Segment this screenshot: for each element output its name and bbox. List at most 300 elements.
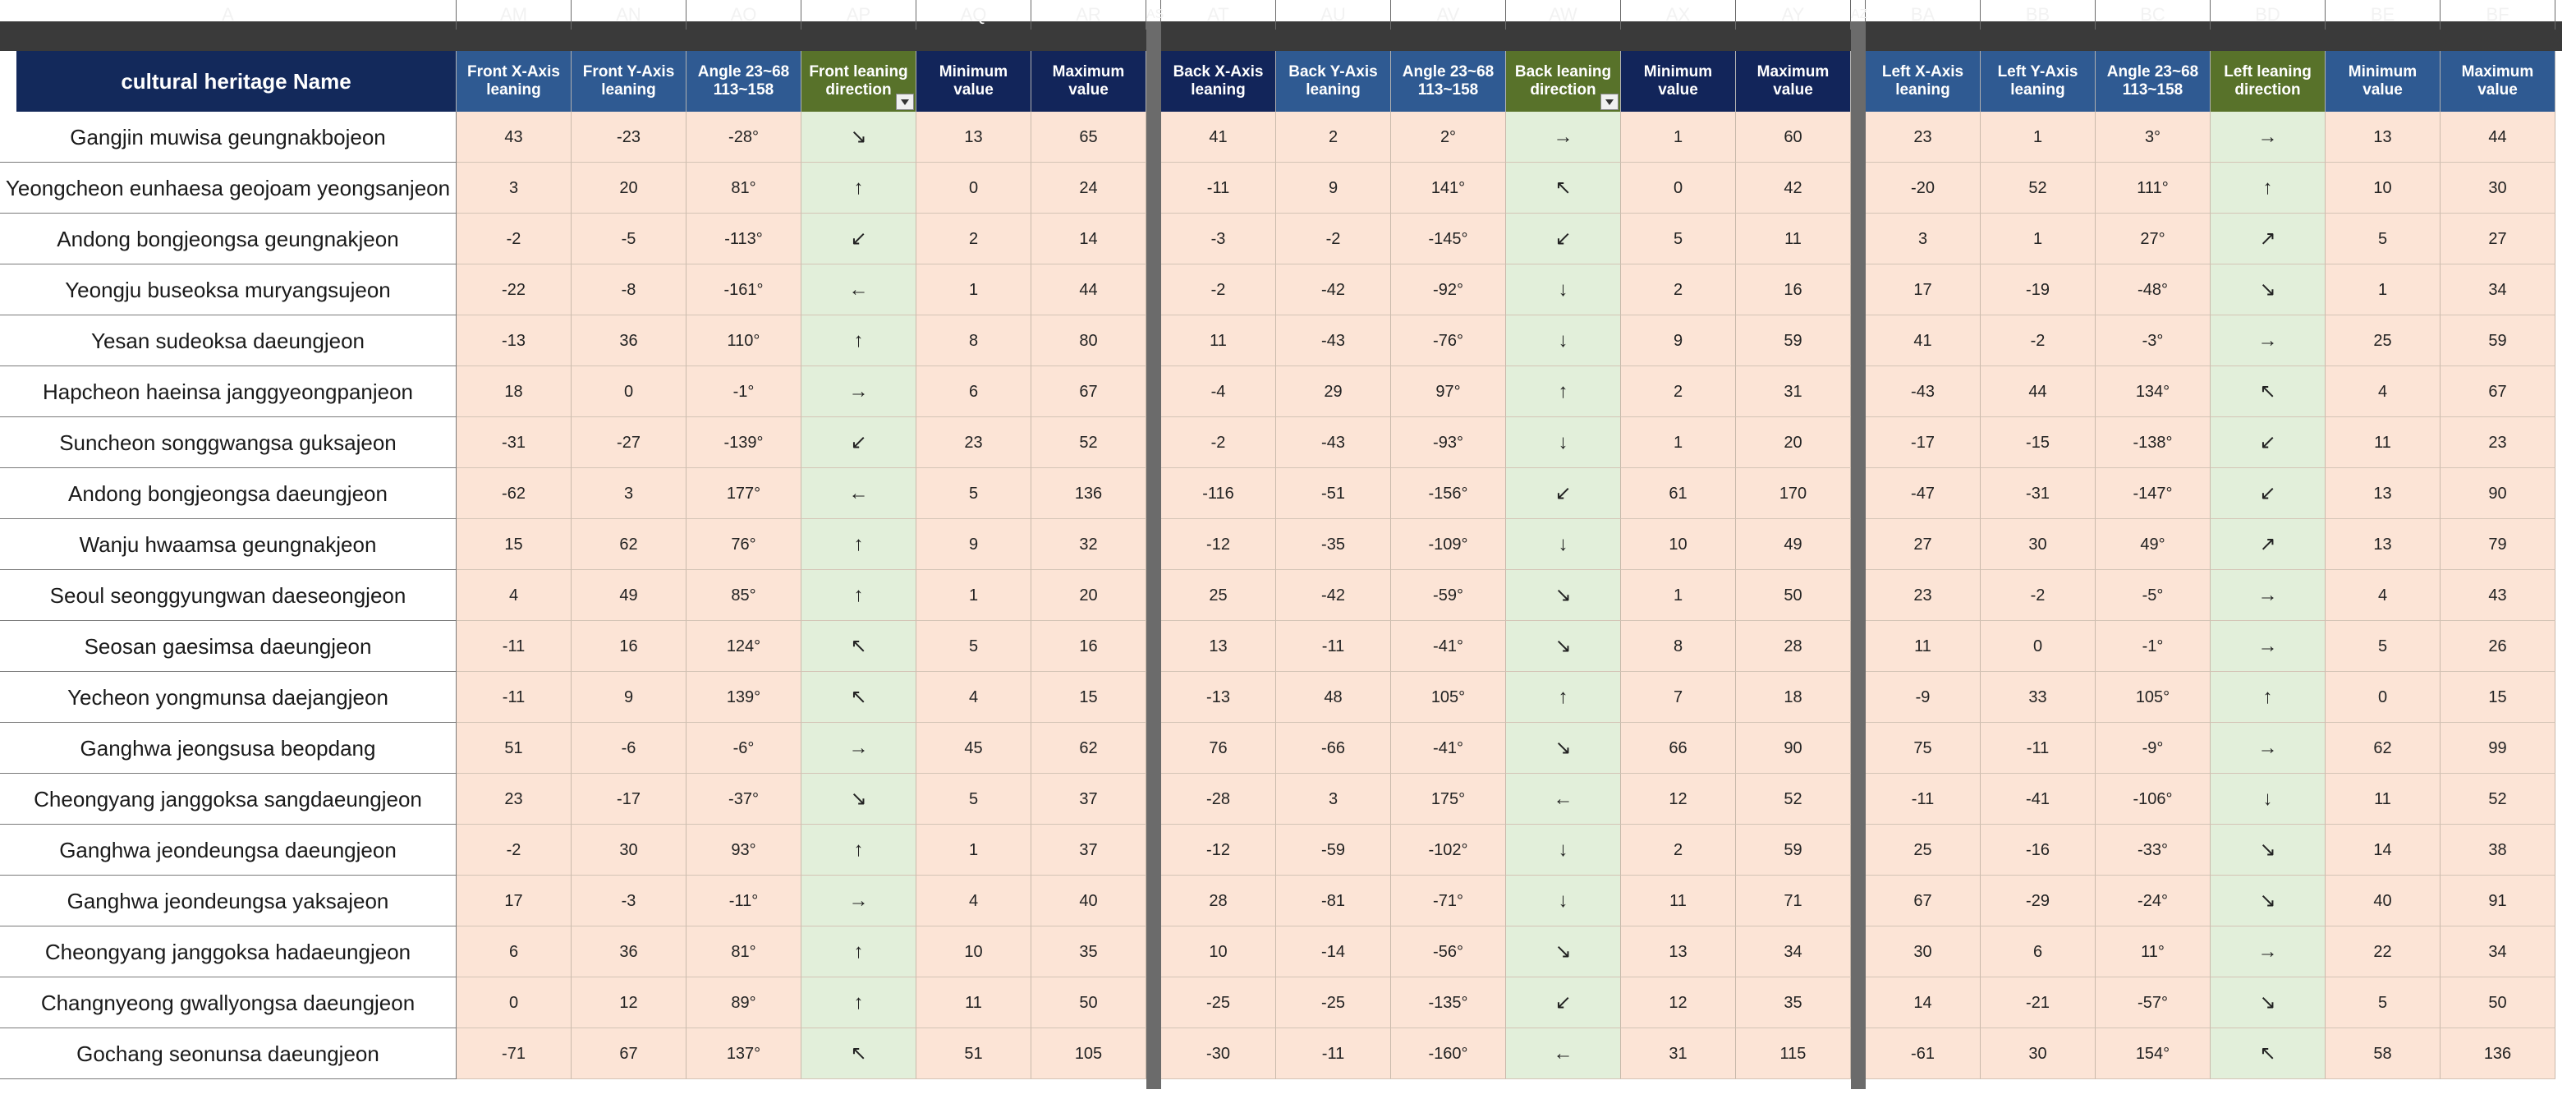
direction-arrow-cell[interactable]: ↑: [801, 977, 916, 1028]
value-cell[interactable]: -42: [1276, 264, 1391, 315]
value-cell[interactable]: -56°: [1391, 926, 1506, 977]
value-cell[interactable]: 31: [1621, 1028, 1736, 1079]
direction-arrow-cell[interactable]: ↖: [2211, 366, 2326, 417]
column-letter[interactable]: BA: [1866, 0, 1981, 30]
value-cell[interactable]: -57°: [2096, 977, 2211, 1028]
value-cell[interactable]: -116: [1161, 468, 1276, 519]
value-cell[interactable]: 48: [1276, 672, 1391, 723]
value-cell[interactable]: -51: [1276, 468, 1391, 519]
value-cell[interactable]: 35: [1736, 977, 1851, 1028]
value-cell[interactable]: 37: [1031, 774, 1146, 825]
direction-arrow-cell[interactable]: →: [2211, 570, 2326, 621]
value-cell[interactable]: 4: [457, 570, 572, 621]
column-letter[interactable]: AP: [801, 0, 916, 30]
value-cell[interactable]: 66: [1621, 723, 1736, 774]
value-cell[interactable]: -145°: [1391, 214, 1506, 264]
value-cell[interactable]: 139°: [686, 672, 801, 723]
value-cell[interactable]: -160°: [1391, 1028, 1506, 1079]
header-cell-back[interactable]: Back Y-Axis leaning: [1276, 51, 1391, 112]
value-cell[interactable]: 9: [1276, 163, 1391, 214]
value-cell[interactable]: 44: [2441, 112, 2555, 163]
direction-arrow-cell[interactable]: ←: [801, 468, 916, 519]
row-name-cell[interactable]: Cheongyang janggoksa sangdaeungjeon: [0, 774, 457, 825]
row-name-cell[interactable]: Seosan gaesimsa daeungjeon: [0, 621, 457, 672]
value-cell[interactable]: -11: [1276, 1028, 1391, 1079]
value-cell[interactable]: -5°: [2096, 570, 2211, 621]
direction-arrow-cell[interactable]: ↘: [801, 112, 916, 163]
value-cell[interactable]: 10: [916, 926, 1031, 977]
value-cell[interactable]: 6: [1981, 926, 2096, 977]
value-cell[interactable]: 44: [1031, 264, 1146, 315]
value-cell[interactable]: 8: [916, 315, 1031, 366]
value-cell[interactable]: -13: [457, 315, 572, 366]
value-cell[interactable]: 35: [1031, 926, 1146, 977]
value-cell[interactable]: 136: [2441, 1028, 2555, 1079]
value-cell[interactable]: -6: [572, 723, 686, 774]
header-cell-left[interactable]: Left X-Axis leaning: [1866, 51, 1981, 112]
column-letter[interactable]: AW: [1506, 0, 1621, 30]
column-letter[interactable]: AX: [1621, 0, 1736, 30]
direction-arrow-cell[interactable]: ←: [1506, 1028, 1621, 1079]
column-letter[interactable]: AT: [1161, 0, 1276, 30]
value-cell[interactable]: 40: [1031, 876, 1146, 926]
value-cell[interactable]: -25: [1161, 977, 1276, 1028]
value-cell[interactable]: -15: [1981, 417, 2096, 468]
direction-arrow-cell[interactable]: ↙: [1506, 214, 1621, 264]
row-name-cell[interactable]: Ganghwa jeondeungsa yaksajeon: [0, 876, 457, 926]
value-cell[interactable]: -25: [1276, 977, 1391, 1028]
value-cell[interactable]: 13: [2326, 112, 2441, 163]
value-cell[interactable]: 33: [1981, 672, 2096, 723]
value-cell[interactable]: -11: [1981, 723, 2096, 774]
value-cell[interactable]: 1: [2326, 264, 2441, 315]
header-cell-front[interactable]: Front leaning direction: [801, 51, 916, 112]
value-cell[interactable]: 27: [1866, 519, 1981, 570]
direction-arrow-cell[interactable]: ↙: [2211, 468, 2326, 519]
direction-arrow-cell[interactable]: ↘: [1506, 621, 1621, 672]
value-cell[interactable]: 2: [916, 214, 1031, 264]
value-cell[interactable]: 111°: [2096, 163, 2211, 214]
direction-arrow-cell[interactable]: →: [2211, 723, 2326, 774]
value-cell[interactable]: 11: [2326, 417, 2441, 468]
value-cell[interactable]: 10: [1161, 926, 1276, 977]
value-cell[interactable]: 67: [572, 1028, 686, 1079]
value-cell[interactable]: 27°: [2096, 214, 2211, 264]
direction-arrow-cell[interactable]: ↖: [801, 621, 916, 672]
direction-arrow-cell[interactable]: ↓: [1506, 264, 1621, 315]
direction-arrow-cell[interactable]: ↖: [801, 1028, 916, 1079]
value-cell[interactable]: 50: [1736, 570, 1851, 621]
value-cell[interactable]: -71°: [1391, 876, 1506, 926]
value-cell[interactable]: -9°: [2096, 723, 2211, 774]
value-cell[interactable]: 85°: [686, 570, 801, 621]
value-cell[interactable]: 23: [1866, 112, 1981, 163]
value-cell[interactable]: 11°: [2096, 926, 2211, 977]
value-cell[interactable]: 14: [2326, 825, 2441, 876]
value-cell[interactable]: 5: [2326, 621, 2441, 672]
value-cell[interactable]: 17: [457, 876, 572, 926]
value-cell[interactable]: 25: [1161, 570, 1276, 621]
value-cell[interactable]: 65: [1031, 112, 1146, 163]
value-cell[interactable]: -92°: [1391, 264, 1506, 315]
value-cell[interactable]: -12: [1161, 519, 1276, 570]
value-cell[interactable]: 42: [1736, 163, 1851, 214]
value-cell[interactable]: 25: [1866, 825, 1981, 876]
value-cell[interactable]: 3: [1276, 774, 1391, 825]
value-cell[interactable]: 51: [916, 1028, 1031, 1079]
header-cell-back[interactable]: Angle 23~68 113~158: [1391, 51, 1506, 112]
column-letter[interactable]: BF: [2441, 0, 2555, 30]
value-cell[interactable]: 30: [1866, 926, 1981, 977]
value-cell[interactable]: 5: [2326, 977, 2441, 1028]
value-cell[interactable]: 28: [1736, 621, 1851, 672]
value-cell[interactable]: -29: [1981, 876, 2096, 926]
value-cell[interactable]: 1: [1621, 112, 1736, 163]
value-cell[interactable]: 105°: [2096, 672, 2211, 723]
value-cell[interactable]: -43: [1276, 417, 1391, 468]
value-cell[interactable]: 115: [1736, 1028, 1851, 1079]
value-cell[interactable]: -28°: [686, 112, 801, 163]
value-cell[interactable]: 99: [2441, 723, 2555, 774]
row-name-cell[interactable]: Suncheon songgwangsa guksajeon: [0, 417, 457, 468]
value-cell[interactable]: -43: [1866, 366, 1981, 417]
value-cell[interactable]: -37°: [686, 774, 801, 825]
value-cell[interactable]: 17: [1866, 264, 1981, 315]
column-letter[interactable]: AU: [1276, 0, 1391, 30]
value-cell[interactable]: 31: [1736, 366, 1851, 417]
header-cell-left[interactable]: Left leaning direction: [2211, 51, 2326, 112]
value-cell[interactable]: 8: [1621, 621, 1736, 672]
direction-arrow-cell[interactable]: ↘: [1506, 570, 1621, 621]
value-cell[interactable]: 44: [1981, 366, 2096, 417]
value-cell[interactable]: 4: [916, 672, 1031, 723]
value-cell[interactable]: 90: [2441, 468, 2555, 519]
direction-arrow-cell[interactable]: ↙: [1506, 977, 1621, 1028]
value-cell[interactable]: 12: [1621, 774, 1736, 825]
value-cell[interactable]: 141°: [1391, 163, 1506, 214]
value-cell[interactable]: 5: [916, 468, 1031, 519]
direction-arrow-cell[interactable]: ↘: [2211, 977, 2326, 1028]
value-cell[interactable]: 25: [2326, 315, 2441, 366]
value-cell[interactable]: 3: [572, 468, 686, 519]
value-cell[interactable]: 76°: [686, 519, 801, 570]
value-cell[interactable]: 23: [916, 417, 1031, 468]
value-cell[interactable]: 2: [1621, 366, 1736, 417]
value-cell[interactable]: 10: [2326, 163, 2441, 214]
value-cell[interactable]: -135°: [1391, 977, 1506, 1028]
value-cell[interactable]: -19: [1981, 264, 2096, 315]
value-cell[interactable]: -71: [457, 1028, 572, 1079]
value-cell[interactable]: -161°: [686, 264, 801, 315]
row-name-cell[interactable]: Yeongju buseoksa muryangsujeon: [0, 264, 457, 315]
value-cell[interactable]: -48°: [2096, 264, 2211, 315]
value-cell[interactable]: 20: [1736, 417, 1851, 468]
direction-arrow-cell[interactable]: ↖: [1506, 163, 1621, 214]
value-cell[interactable]: 36: [572, 315, 686, 366]
value-cell[interactable]: 45: [916, 723, 1031, 774]
value-cell[interactable]: 52: [2441, 774, 2555, 825]
value-cell[interactable]: 18: [457, 366, 572, 417]
value-cell[interactable]: 41: [1866, 315, 1981, 366]
direction-arrow-cell[interactable]: →: [801, 723, 916, 774]
filter-dropdown-icon[interactable]: [896, 94, 914, 110]
header-cell-front[interactable]: Minimum value: [916, 51, 1031, 112]
value-cell[interactable]: 4: [916, 876, 1031, 926]
column-letter[interactable]: AS: [1146, 0, 1161, 30]
value-cell[interactable]: -106°: [2096, 774, 2211, 825]
value-cell[interactable]: 20: [572, 163, 686, 214]
value-cell[interactable]: -113°: [686, 214, 801, 264]
value-cell[interactable]: 91: [2441, 876, 2555, 926]
direction-arrow-cell[interactable]: →: [2211, 621, 2326, 672]
header-cell-back[interactable]: Back X-Axis leaning: [1161, 51, 1276, 112]
value-cell[interactable]: -24°: [2096, 876, 2211, 926]
column-letter[interactable]: BB: [1981, 0, 2096, 30]
header-cell-name[interactable]: cultural heritage Name: [16, 51, 457, 112]
value-cell[interactable]: 59: [1736, 825, 1851, 876]
direction-arrow-cell[interactable]: ↖: [2211, 1028, 2326, 1079]
row-name-cell[interactable]: Seoul seonggyungwan daeseongjeon: [0, 570, 457, 621]
direction-arrow-cell[interactable]: →: [2211, 926, 2326, 977]
value-cell[interactable]: 18: [1736, 672, 1851, 723]
value-cell[interactable]: -109°: [1391, 519, 1506, 570]
value-cell[interactable]: 34: [2441, 264, 2555, 315]
direction-arrow-cell[interactable]: ↘: [2211, 264, 2326, 315]
value-cell[interactable]: 23: [2441, 417, 2555, 468]
value-cell[interactable]: 50: [2441, 977, 2555, 1028]
value-cell[interactable]: -11°: [686, 876, 801, 926]
value-cell[interactable]: 0: [916, 163, 1031, 214]
value-cell[interactable]: 75: [1866, 723, 1981, 774]
value-cell[interactable]: 0: [457, 977, 572, 1028]
value-cell[interactable]: -11: [457, 672, 572, 723]
direction-arrow-cell[interactable]: →: [801, 366, 916, 417]
value-cell[interactable]: 93°: [686, 825, 801, 876]
value-cell[interactable]: 124°: [686, 621, 801, 672]
value-cell[interactable]: -2: [457, 825, 572, 876]
value-cell[interactable]: 43: [457, 112, 572, 163]
header-cell-back[interactable]: Minimum value: [1621, 51, 1736, 112]
value-cell[interactable]: -61: [1866, 1028, 1981, 1079]
value-cell[interactable]: -30: [1161, 1028, 1276, 1079]
value-cell[interactable]: 1: [916, 570, 1031, 621]
value-cell[interactable]: 1: [1981, 112, 2096, 163]
value-cell[interactable]: 5: [2326, 214, 2441, 264]
row-name-cell[interactable]: Andong bongjeongsa geungnakjeon: [0, 214, 457, 264]
value-cell[interactable]: -27: [572, 417, 686, 468]
value-cell[interactable]: -59°: [1391, 570, 1506, 621]
value-cell[interactable]: 16: [572, 621, 686, 672]
row-name-cell[interactable]: Changnyeong gwallyongsa daeungjeon: [0, 977, 457, 1028]
value-cell[interactable]: 30: [2441, 163, 2555, 214]
direction-arrow-cell[interactable]: ↓: [2211, 774, 2326, 825]
row-name-cell[interactable]: Ganghwa jeondeungsa daeungjeon: [0, 825, 457, 876]
direction-arrow-cell[interactable]: ↑: [2211, 672, 2326, 723]
value-cell[interactable]: 170: [1736, 468, 1851, 519]
row-name-cell[interactable]: Yecheon yongmunsa daejangjeon: [0, 672, 457, 723]
value-cell[interactable]: -102°: [1391, 825, 1506, 876]
value-cell[interactable]: 38: [2441, 825, 2555, 876]
value-cell[interactable]: -2: [1276, 214, 1391, 264]
value-cell[interactable]: 40: [2326, 876, 2441, 926]
row-name-cell[interactable]: Gangjin muwisa geungnakbojeon: [0, 112, 457, 163]
value-cell[interactable]: -41°: [1391, 723, 1506, 774]
value-cell[interactable]: -66: [1276, 723, 1391, 774]
value-cell[interactable]: -2: [457, 214, 572, 264]
value-cell[interactable]: -14: [1276, 926, 1391, 977]
row-name-cell[interactable]: Gochang seonunsa daeungjeon: [0, 1028, 457, 1079]
column-letter[interactable]: BD: [2211, 0, 2326, 30]
value-cell[interactable]: -11: [1866, 774, 1981, 825]
value-cell[interactable]: 67: [1031, 366, 1146, 417]
value-cell[interactable]: 52: [1031, 417, 1146, 468]
column-letter[interactable]: AO: [686, 0, 801, 30]
value-cell[interactable]: 13: [916, 112, 1031, 163]
value-cell[interactable]: 22: [2326, 926, 2441, 977]
value-cell[interactable]: 10: [1621, 519, 1736, 570]
value-cell[interactable]: -8: [572, 264, 686, 315]
value-cell[interactable]: -93°: [1391, 417, 1506, 468]
value-cell[interactable]: 11: [1621, 876, 1736, 926]
direction-arrow-cell[interactable]: ↑: [2211, 163, 2326, 214]
header-cell-left[interactable]: Angle 23~68 113~158: [2096, 51, 2211, 112]
column-letter[interactable]: AV: [1391, 0, 1506, 30]
value-cell[interactable]: 50: [1031, 977, 1146, 1028]
value-cell[interactable]: 137°: [686, 1028, 801, 1079]
value-cell[interactable]: 2: [1276, 112, 1391, 163]
value-cell[interactable]: 0: [1621, 163, 1736, 214]
value-cell[interactable]: 16: [1031, 621, 1146, 672]
value-cell[interactable]: -41°: [1391, 621, 1506, 672]
value-cell[interactable]: 11: [916, 977, 1031, 1028]
value-cell[interactable]: -9: [1866, 672, 1981, 723]
value-cell[interactable]: -62: [457, 468, 572, 519]
value-cell[interactable]: 14: [1031, 214, 1146, 264]
row-name-cell[interactable]: Hapcheon haeinsa janggyeongpanjeon: [0, 366, 457, 417]
value-cell[interactable]: 30: [1981, 1028, 2096, 1079]
direction-arrow-cell[interactable]: ↓: [1506, 519, 1621, 570]
value-cell[interactable]: -11: [1276, 621, 1391, 672]
direction-arrow-cell[interactable]: →: [2211, 112, 2326, 163]
value-cell[interactable]: -11: [1161, 163, 1276, 214]
value-cell[interactable]: 9: [916, 519, 1031, 570]
direction-arrow-cell[interactable]: ↑: [801, 519, 916, 570]
value-cell[interactable]: 12: [1621, 977, 1736, 1028]
column-letter[interactable]: AQ: [916, 0, 1031, 30]
value-cell[interactable]: -20: [1866, 163, 1981, 214]
value-cell[interactable]: 5: [916, 621, 1031, 672]
value-cell[interactable]: -22: [457, 264, 572, 315]
value-cell[interactable]: 3: [1866, 214, 1981, 264]
value-cell[interactable]: 61: [1621, 468, 1736, 519]
value-cell[interactable]: 110°: [686, 315, 801, 366]
value-cell[interactable]: 89°: [686, 977, 801, 1028]
value-cell[interactable]: 11: [1161, 315, 1276, 366]
value-cell[interactable]: 23: [1866, 570, 1981, 621]
value-cell[interactable]: -17: [572, 774, 686, 825]
value-cell[interactable]: 9: [572, 672, 686, 723]
row-name-cell[interactable]: Wanju hwaamsa geungnakjeon: [0, 519, 457, 570]
column-letter[interactable]: AZ: [1851, 0, 1866, 30]
direction-arrow-cell[interactable]: ↑: [801, 926, 916, 977]
value-cell[interactable]: 154°: [2096, 1028, 2211, 1079]
column-letter[interactable]: AR: [1031, 0, 1146, 30]
value-cell[interactable]: 105°: [1391, 672, 1506, 723]
header-cell-front[interactable]: Maximum value: [1031, 51, 1146, 112]
value-cell[interactable]: 12: [572, 977, 686, 1028]
value-cell[interactable]: 15: [457, 519, 572, 570]
value-cell[interactable]: -156°: [1391, 468, 1506, 519]
value-cell[interactable]: 11: [1866, 621, 1981, 672]
value-cell[interactable]: 1: [916, 264, 1031, 315]
direction-arrow-cell[interactable]: ↗: [2211, 214, 2326, 264]
header-cell-back[interactable]: Back leaning direction: [1506, 51, 1621, 112]
value-cell[interactable]: 1: [1621, 417, 1736, 468]
value-cell[interactable]: 79: [2441, 519, 2555, 570]
value-cell[interactable]: 0: [2326, 672, 2441, 723]
value-cell[interactable]: 4: [2326, 570, 2441, 621]
row-name-cell[interactable]: Yesan sudeoksa daeungjeon: [0, 315, 457, 366]
direction-arrow-cell[interactable]: ↙: [801, 214, 916, 264]
direction-arrow-cell[interactable]: ↑: [801, 825, 916, 876]
value-cell[interactable]: 62: [1031, 723, 1146, 774]
value-cell[interactable]: 71: [1736, 876, 1851, 926]
value-cell[interactable]: 49: [572, 570, 686, 621]
header-cell-front[interactable]: Front Y-Axis leaning: [572, 51, 686, 112]
direction-arrow-cell[interactable]: ↓: [1506, 417, 1621, 468]
value-cell[interactable]: 30: [572, 825, 686, 876]
value-cell[interactable]: 32: [1031, 519, 1146, 570]
direction-arrow-cell[interactable]: ↘: [2211, 825, 2326, 876]
value-cell[interactable]: 177°: [686, 468, 801, 519]
value-cell[interactable]: 81°: [686, 926, 801, 977]
value-cell[interactable]: 2: [1621, 264, 1736, 315]
value-cell[interactable]: 28: [1161, 876, 1276, 926]
value-cell[interactable]: 76: [1161, 723, 1276, 774]
direction-arrow-cell[interactable]: ↙: [2211, 417, 2326, 468]
value-cell[interactable]: 26: [2441, 621, 2555, 672]
value-cell[interactable]: 7: [1621, 672, 1736, 723]
header-cell-front[interactable]: Front X-Axis leaning: [457, 51, 572, 112]
value-cell[interactable]: 6: [916, 366, 1031, 417]
value-cell[interactable]: -12: [1161, 825, 1276, 876]
value-cell[interactable]: 0: [572, 366, 686, 417]
value-cell[interactable]: 24: [1031, 163, 1146, 214]
value-cell[interactable]: -17: [1866, 417, 1981, 468]
value-cell[interactable]: 52: [1981, 163, 2096, 214]
value-cell[interactable]: 1: [1981, 214, 2096, 264]
value-cell[interactable]: -42: [1276, 570, 1391, 621]
value-cell[interactable]: 60: [1736, 112, 1851, 163]
value-cell[interactable]: 97°: [1391, 366, 1506, 417]
value-cell[interactable]: 15: [1031, 672, 1146, 723]
column-letter[interactable]: BE: [2326, 0, 2441, 30]
value-cell[interactable]: 67: [2441, 366, 2555, 417]
direction-arrow-cell[interactable]: ↑: [1506, 366, 1621, 417]
value-cell[interactable]: 0: [1981, 621, 2096, 672]
value-cell[interactable]: -76°: [1391, 315, 1506, 366]
value-cell[interactable]: 13: [1161, 621, 1276, 672]
value-cell[interactable]: 23: [457, 774, 572, 825]
value-cell[interactable]: -16: [1981, 825, 2096, 876]
direction-arrow-cell[interactable]: ↓: [1506, 825, 1621, 876]
value-cell[interactable]: 59: [2441, 315, 2555, 366]
value-cell[interactable]: -21: [1981, 977, 2096, 1028]
column-letter[interactable]: AY: [1736, 0, 1851, 30]
value-cell[interactable]: 49°: [2096, 519, 2211, 570]
value-cell[interactable]: -11: [457, 621, 572, 672]
row-name-cell[interactable]: Ganghwa jeongsusa beopdang: [0, 723, 457, 774]
